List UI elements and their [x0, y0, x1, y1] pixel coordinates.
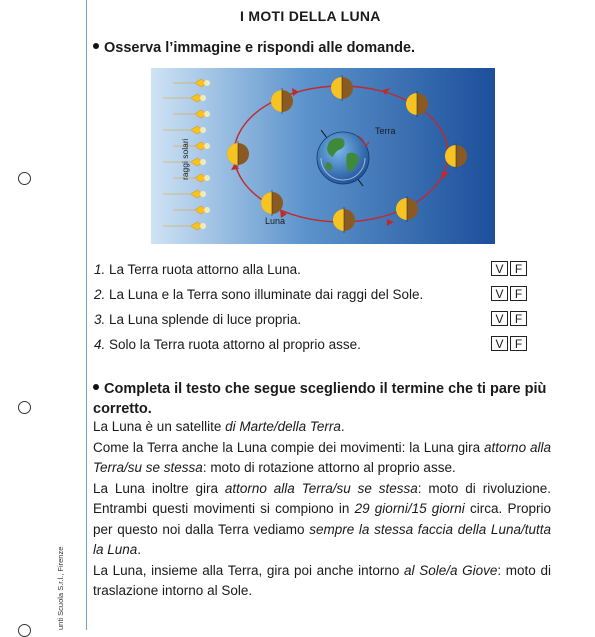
- instruction-observe: Osserva l’immagine e rispondi alle domande.: [93, 40, 415, 56]
- true-false-boxes-3[interactable]: [491, 311, 529, 326]
- choice-4[interactable]: 29 giorni/15 giorni: [354, 501, 465, 516]
- binder-hole: [18, 624, 31, 637]
- false-box[interactable]: F: [510, 336, 527, 351]
- moon-label: Luna: [265, 216, 286, 226]
- choice-6[interactable]: al Sole/a Giove: [404, 562, 498, 578]
- completion-text: [93, 417, 551, 602]
- question-2: 2. La Luna e la Terra sono illuminate dai raggi del Sole.: [94, 287, 424, 302]
- choice-5[interactable]: sempre la stessa faccia della Luna/tutta la Luna: [93, 521, 551, 557]
- paragraph-3: La Luna inoltre gira attorno alla Terra/su se stessa: moto di rivoluzione. Entrambi questi movimenti si compiono in 29 giorni/15 giorni circa. Proprio per questo noi dalla Terra vediamo sempre la stessa faccia della Luna/tutta la Luna.: [93, 480, 551, 557]
- paragraph-2: Come la Terra anche la Luna compie dei movimenti: la Luna gira attorno alla Terra/su se stessa: moto di rotazione attorno al proprio asse.: [93, 439, 551, 475]
- true-box[interactable]: V: [491, 286, 508, 301]
- true-box[interactable]: V: [491, 261, 508, 276]
- false-box[interactable]: F: [510, 261, 527, 276]
- question-1: 1. La Terra ruota attorno alla Luna.: [94, 262, 301, 277]
- false-box[interactable]: F: [510, 286, 527, 301]
- binder-hole: [18, 401, 31, 414]
- paragraph-1: La Luna è un satellite di Marte/della Terra.: [93, 419, 345, 434]
- choice-3[interactable]: attorno alla Terra/su se stessa: [224, 480, 418, 496]
- paragraph-4: La Luna, insieme alla Terra, gira poi anche intorno al Sole/a Giove: moto di traslazione intorno al Sole.: [93, 562, 551, 598]
- bullet-icon: [93, 384, 99, 390]
- binder-hole: [18, 172, 31, 185]
- instruction-complete: Completa il testo che segue scegliendo il termine che ti pare più corretto.: [93, 381, 547, 417]
- bullet-icon: [93, 43, 99, 49]
- false-box[interactable]: F: [510, 311, 527, 326]
- choice-2[interactable]: attorno alla Terra/su se stessa: [93, 439, 551, 475]
- page-title: I MOTI DELLA LUNA: [240, 8, 381, 24]
- copyright-note: unti Scuola S.r.l., Firenze: [56, 546, 65, 630]
- choice-1[interactable]: di Marte/della Terra: [225, 419, 341, 434]
- true-false-boxes-1[interactable]: [491, 261, 529, 276]
- question-4: 4. Solo la Terra ruota attorno al proprio asse.: [94, 337, 361, 352]
- rays-label: raggi solari: [180, 138, 190, 180]
- true-false-boxes-2[interactable]: [491, 286, 529, 301]
- question-3: 3. La Luna splende di luce propria.: [94, 312, 302, 327]
- earth-label: Terra: [375, 126, 396, 136]
- moon-orbit-figure: [151, 68, 495, 244]
- true-false-boxes-4[interactable]: [491, 336, 529, 351]
- true-box[interactable]: V: [491, 311, 508, 326]
- margin-line: [86, 0, 87, 630]
- true-box[interactable]: V: [491, 336, 508, 351]
